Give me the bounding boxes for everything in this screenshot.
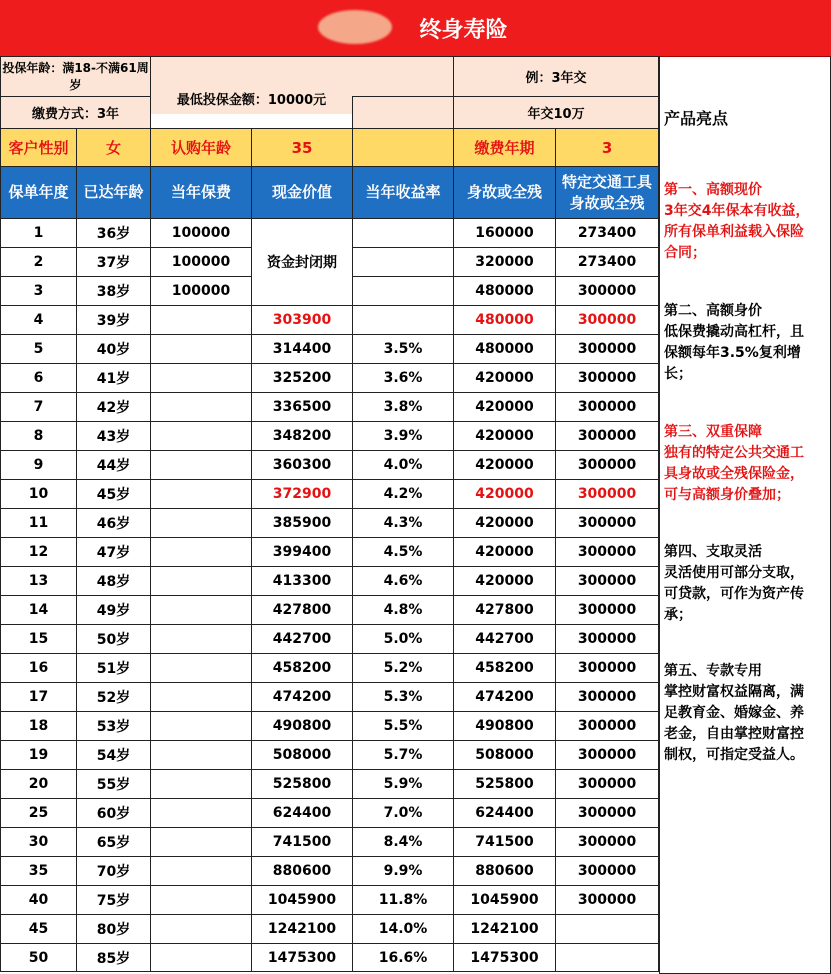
highlight-1-line: 3年交4年保本有收益， — [664, 203, 810, 219]
cell-policy-year: 11 — [1, 509, 77, 538]
cell-policy-year: 40 — [1, 886, 77, 915]
highlight-1 — [664, 180, 830, 264]
cell-yield: 3.9% — [353, 422, 454, 451]
col-age: 已达年龄 — [77, 167, 151, 219]
cell-death-benefit: 480000 — [454, 306, 556, 335]
blank-yellow — [353, 129, 454, 167]
cell-policy-year: 50 — [1, 944, 77, 972]
col-transport-death: 特定交通工具身故或全残 — [556, 167, 659, 219]
annual-pay-cell: 年交10万 — [454, 97, 659, 129]
cell-death-benefit: 420000 — [454, 538, 556, 567]
cell-reached-age: 48岁 — [77, 567, 151, 596]
cell-policy-year: 3 — [1, 277, 77, 306]
cell-yield: 5.7% — [353, 741, 454, 770]
cell-transport-death-benefit: 300000 — [556, 277, 659, 306]
table-row — [1, 857, 659, 886]
example-cell: 例：3年交 — [454, 57, 659, 97]
cell-cash-value: 474200 — [252, 683, 353, 712]
highlight-2-line: 低保费撬动高杠杆，且 — [664, 324, 804, 340]
col-death: 身故或全残 — [454, 167, 556, 219]
table-row — [1, 770, 659, 799]
cell-death-benefit: 442700 — [454, 625, 556, 654]
cell-yield: 3.5% — [353, 335, 454, 364]
cell-premium — [151, 596, 252, 625]
highlight-2-title: 第二、高额身价 — [664, 303, 762, 319]
cell-policy-year: 7 — [1, 393, 77, 422]
cell-premium — [151, 567, 252, 596]
cell-cash-value: 372900 — [252, 480, 353, 509]
cell-yield: 4.8% — [353, 596, 454, 625]
table-row — [1, 451, 659, 480]
min-amount-text: 最低投保金额：10000元 — [151, 83, 353, 115]
table-row — [1, 915, 659, 944]
cell-death-benefit: 880600 — [454, 857, 556, 886]
cell-transport-death-benefit: 300000 — [556, 741, 659, 770]
cell-policy-year: 10 — [1, 480, 77, 509]
cell-death-benefit: 420000 — [454, 567, 556, 596]
cell-yield: 4.3% — [353, 509, 454, 538]
cell-transport-death-benefit: 300000 — [556, 422, 659, 451]
cell-premium — [151, 393, 252, 422]
cell-cash-value: 1242100 — [252, 915, 353, 944]
cell-policy-year: 14 — [1, 596, 77, 625]
page-title: 终身寿险 — [419, 17, 508, 43]
highlight-5-title: 第五、专款专用 — [664, 663, 762, 679]
highlight-1-line: 所有保单利益载入保险 — [664, 224, 804, 240]
cell-reached-age: 65岁 — [77, 828, 151, 857]
age-value: 35 — [252, 129, 353, 167]
cell-death-benefit: 420000 — [454, 364, 556, 393]
cell-premium: 100000 — [151, 277, 252, 306]
highlight-4-line: 灵活使用可部分支取， — [664, 565, 804, 581]
cell-premium — [151, 509, 252, 538]
cell-reached-age: 46岁 — [77, 509, 151, 538]
cell-cash-value: 314400 — [252, 335, 353, 364]
cell-cash-value: 490800 — [252, 712, 353, 741]
cell-transport-death-benefit: 300000 — [556, 596, 659, 625]
cell-cash-value: 741500 — [252, 828, 353, 857]
cell-premium — [151, 364, 252, 393]
cell-policy-year: 25 — [1, 799, 77, 828]
cell-policy-year: 20 — [1, 770, 77, 799]
table-row — [1, 654, 659, 683]
highlight-3-line: 具身故或全残保险金， — [664, 466, 804, 482]
insure-age-cell: 投保年龄：满18-不满61周岁 — [1, 57, 151, 97]
cell-transport-death-benefit: 300000 — [556, 451, 659, 480]
cell-cash-value: 508000 — [252, 741, 353, 770]
cell-premium — [151, 857, 252, 886]
cell-transport-death-benefit: 300000 — [556, 567, 659, 596]
cell-death-benefit: 420000 — [454, 480, 556, 509]
cell-transport-death-benefit: 300000 — [556, 306, 659, 335]
cell-cash-value: 624400 — [252, 799, 353, 828]
cell-yield: 3.6% — [353, 364, 454, 393]
table-row — [1, 364, 659, 393]
table-row — [1, 799, 659, 828]
cell-reached-age: 49岁 — [77, 596, 151, 625]
cell-death-benefit: 458200 — [454, 654, 556, 683]
table-row — [1, 422, 659, 451]
cell-death-benefit: 1475300 — [454, 944, 556, 972]
cell-death-benefit: 427800 — [454, 596, 556, 625]
cell-yield — [353, 219, 454, 248]
cell-cash-value: 399400 — [252, 538, 353, 567]
gender-value: 女 — [77, 129, 151, 167]
cell-yield: 11.8% — [353, 886, 454, 915]
highlight-2 — [664, 301, 830, 385]
cell-policy-year: 15 — [1, 625, 77, 654]
cell-death-benefit: 420000 — [454, 451, 556, 480]
cell-cash-value: 880600 — [252, 857, 353, 886]
highlight-5-line: 制权，可指定受益人。 — [664, 747, 804, 763]
cell-yield — [353, 248, 454, 277]
cell-policy-year: 12 — [1, 538, 77, 567]
cell-yield: 4.0% — [353, 451, 454, 480]
col-cash-value: 现金价值 — [252, 167, 353, 219]
highlights-heading: 产品亮点 — [664, 109, 729, 128]
product-highlights — [659, 56, 831, 974]
highlight-2-line: 保额每年3.5%复利增 — [664, 345, 801, 361]
sealed-period-cell: 资金封闭期 — [252, 219, 353, 306]
cell-policy-year: 19 — [1, 741, 77, 770]
table-row — [1, 306, 659, 335]
cell-reached-age: 39岁 — [77, 306, 151, 335]
cell-reached-age: 75岁 — [77, 886, 151, 915]
cell-reached-age: 41岁 — [77, 364, 151, 393]
cell-reached-age: 52岁 — [77, 683, 151, 712]
cell-death-benefit: 490800 — [454, 712, 556, 741]
highlight-4-title: 第四、支取灵活 — [664, 544, 762, 560]
cell-cash-value: 1475300 — [252, 944, 353, 972]
cell-premium — [151, 683, 252, 712]
redaction-blob — [318, 10, 392, 44]
cell-death-benefit: 508000 — [454, 741, 556, 770]
cell-reached-age: 60岁 — [77, 799, 151, 828]
cell-cash-value: 1045900 — [252, 886, 353, 915]
table-row — [1, 596, 659, 625]
highlight-1-title: 第一、高额现价 — [664, 182, 762, 198]
cell-yield — [353, 306, 454, 335]
cell-reached-age: 80岁 — [77, 915, 151, 944]
col-premium: 当年保费 — [151, 167, 252, 219]
cell-premium — [151, 451, 252, 480]
cell-yield: 4.6% — [353, 567, 454, 596]
highlight-4-line: 承； — [664, 607, 692, 623]
cell-yield: 4.2% — [353, 480, 454, 509]
cell-transport-death-benefit: 300000 — [556, 509, 659, 538]
cell-death-benefit: 624400 — [454, 799, 556, 828]
cell-premium — [151, 306, 252, 335]
cell-yield: 3.8% — [353, 393, 454, 422]
cell-death-benefit: 420000 — [454, 509, 556, 538]
cell-yield: 9.9% — [353, 857, 454, 886]
cell-policy-year: 4 — [1, 306, 77, 335]
cell-reached-age: 38岁 — [77, 277, 151, 306]
cell-reached-age: 54岁 — [77, 741, 151, 770]
cell-policy-year: 45 — [1, 915, 77, 944]
table-row — [1, 567, 659, 596]
cell-reached-age: 43岁 — [77, 422, 151, 451]
table-row — [1, 625, 659, 654]
cell-reached-age: 53岁 — [77, 712, 151, 741]
table-row — [1, 335, 659, 364]
table-row — [1, 509, 659, 538]
cell-premium — [151, 712, 252, 741]
cell-reached-age: 85岁 — [77, 944, 151, 972]
cell-policy-year: 6 — [1, 364, 77, 393]
cell-death-benefit: 1045900 — [454, 886, 556, 915]
cell-cash-value: 348200 — [252, 422, 353, 451]
cell-death-benefit: 480000 — [454, 335, 556, 364]
cell-reached-age: 37岁 — [77, 248, 151, 277]
cell-yield: 5.2% — [353, 654, 454, 683]
cell-transport-death-benefit: 300000 — [556, 364, 659, 393]
highlight-2-line: 长； — [664, 366, 692, 382]
highlight-5-line: 足教育金、婚嫁金、养 — [664, 705, 804, 721]
cell-reached-age: 40岁 — [77, 335, 151, 364]
cell-yield: 5.0% — [353, 625, 454, 654]
highlight-1-line: 合同； — [664, 245, 706, 261]
cell-reached-age: 42岁 — [77, 393, 151, 422]
highlight-4-line: 可贷款，可作为资产传 — [664, 586, 804, 602]
cell-premium — [151, 915, 252, 944]
cell-death-benefit: 420000 — [454, 422, 556, 451]
cell-premium — [151, 828, 252, 857]
cell-cash-value: 385900 — [252, 509, 353, 538]
cell-policy-year: 17 — [1, 683, 77, 712]
cell-reached-age: 55岁 — [77, 770, 151, 799]
highlight-5-line: 掌控财富权益隔离，满 — [664, 684, 804, 700]
cell-cash-value: 303900 — [252, 306, 353, 335]
cell-policy-year: 35 — [1, 857, 77, 886]
blank-peach — [353, 97, 454, 129]
table-row — [1, 741, 659, 770]
highlight-3 — [664, 422, 830, 506]
cell-policy-year: 18 — [1, 712, 77, 741]
cell-reached-age: 47岁 — [77, 538, 151, 567]
cell-transport-death-benefit — [556, 915, 659, 944]
cell-transport-death-benefit — [556, 944, 659, 972]
cell-cash-value: 336500 — [252, 393, 353, 422]
cell-premium — [151, 422, 252, 451]
cell-death-benefit: 1242100 — [454, 915, 556, 944]
cell-death-benefit: 474200 — [454, 683, 556, 712]
cell-reached-age: 36岁 — [77, 219, 151, 248]
table-row — [1, 886, 659, 915]
cell-policy-year: 30 — [1, 828, 77, 857]
cell-transport-death-benefit: 300000 — [556, 886, 659, 915]
term-value: 3 — [556, 129, 659, 167]
cell-transport-death-benefit: 300000 — [556, 683, 659, 712]
cell-premium — [151, 538, 252, 567]
cell-reached-age: 51岁 — [77, 654, 151, 683]
cell-policy-year: 2 — [1, 248, 77, 277]
cell-cash-value: 458200 — [252, 654, 353, 683]
cell-death-benefit: 420000 — [454, 393, 556, 422]
cell-premium — [151, 335, 252, 364]
cell-yield: 16.6% — [353, 944, 454, 972]
cell-premium: 100000 — [151, 219, 252, 248]
cell-yield: 8.4% — [353, 828, 454, 857]
cell-premium — [151, 770, 252, 799]
cell-reached-age: 70岁 — [77, 857, 151, 886]
cell-premium — [151, 886, 252, 915]
table-row — [1, 393, 659, 422]
cell-transport-death-benefit: 300000 — [556, 393, 659, 422]
cell-transport-death-benefit: 300000 — [556, 335, 659, 364]
table-row — [1, 828, 659, 857]
cell-death-benefit: 160000 — [454, 219, 556, 248]
cell-death-benefit: 525800 — [454, 770, 556, 799]
cell-policy-year: 5 — [1, 335, 77, 364]
cell-yield: 5.9% — [353, 770, 454, 799]
cell-yield: 4.5% — [353, 538, 454, 567]
benefit-table — [0, 56, 659, 972]
cell-cash-value: 525800 — [252, 770, 353, 799]
term-label: 缴费年期 — [454, 129, 556, 167]
cell-transport-death-benefit: 273400 — [556, 248, 659, 277]
cell-premium — [151, 944, 252, 972]
highlight-5-line: 老金，自由掌控财富控 — [664, 726, 804, 742]
table-row — [1, 538, 659, 567]
cell-policy-year: 13 — [1, 567, 77, 596]
cell-transport-death-benefit: 300000 — [556, 799, 659, 828]
table-row — [1, 944, 659, 972]
pay-method-cell: 缴费方式：3年 — [1, 97, 151, 129]
cell-cash-value: 360300 — [252, 451, 353, 480]
cell-transport-death-benefit: 300000 — [556, 538, 659, 567]
highlight-3-line: 独有的特定公共交通工 — [664, 445, 804, 461]
cell-transport-death-benefit: 300000 — [556, 857, 659, 886]
gender-label: 客户性别 — [1, 129, 77, 167]
table-row — [1, 219, 659, 248]
highlight-4 — [664, 542, 830, 626]
cell-death-benefit: 741500 — [454, 828, 556, 857]
cell-transport-death-benefit: 300000 — [556, 654, 659, 683]
cell-policy-year: 16 — [1, 654, 77, 683]
cell-death-benefit: 480000 — [454, 277, 556, 306]
highlight-5 — [664, 661, 830, 766]
cell-cash-value: 427800 — [252, 596, 353, 625]
table-row — [1, 712, 659, 741]
cell-yield: 7.0% — [353, 799, 454, 828]
cell-premium: 100000 — [151, 248, 252, 277]
cell-cash-value: 325200 — [252, 364, 353, 393]
cell-yield: 5.3% — [353, 683, 454, 712]
age-label: 认购年龄 — [151, 129, 252, 167]
cell-premium — [151, 625, 252, 654]
cell-premium — [151, 741, 252, 770]
cell-premium — [151, 480, 252, 509]
cell-yield: 5.5% — [353, 712, 454, 741]
cell-transport-death-benefit: 273400 — [556, 219, 659, 248]
cell-cash-value: 442700 — [252, 625, 353, 654]
title-bar — [0, 0, 831, 57]
col-yield: 当年收益率 — [353, 167, 454, 219]
cell-policy-year: 9 — [1, 451, 77, 480]
table-row — [1, 480, 659, 509]
cell-transport-death-benefit: 300000 — [556, 828, 659, 857]
cell-transport-death-benefit: 300000 — [556, 770, 659, 799]
cell-reached-age: 50岁 — [77, 625, 151, 654]
cell-yield: 14.0% — [353, 915, 454, 944]
cell-transport-death-benefit: 300000 — [556, 712, 659, 741]
cell-death-benefit: 320000 — [454, 248, 556, 277]
cell-policy-year: 1 — [1, 219, 77, 248]
cell-premium — [151, 799, 252, 828]
cell-reached-age: 45岁 — [77, 480, 151, 509]
cell-cash-value: 413300 — [252, 567, 353, 596]
col-policy-year: 保单年度 — [1, 167, 77, 219]
cell-policy-year: 8 — [1, 422, 77, 451]
cell-yield — [353, 277, 454, 306]
cell-transport-death-benefit: 300000 — [556, 625, 659, 654]
table-row — [1, 683, 659, 712]
cell-transport-death-benefit: 300000 — [556, 480, 659, 509]
highlight-3-title: 第三、双重保障 — [664, 424, 762, 440]
highlight-3-line: 可与高额身价叠加； — [664, 487, 790, 503]
cell-reached-age: 44岁 — [77, 451, 151, 480]
cell-premium — [151, 654, 252, 683]
